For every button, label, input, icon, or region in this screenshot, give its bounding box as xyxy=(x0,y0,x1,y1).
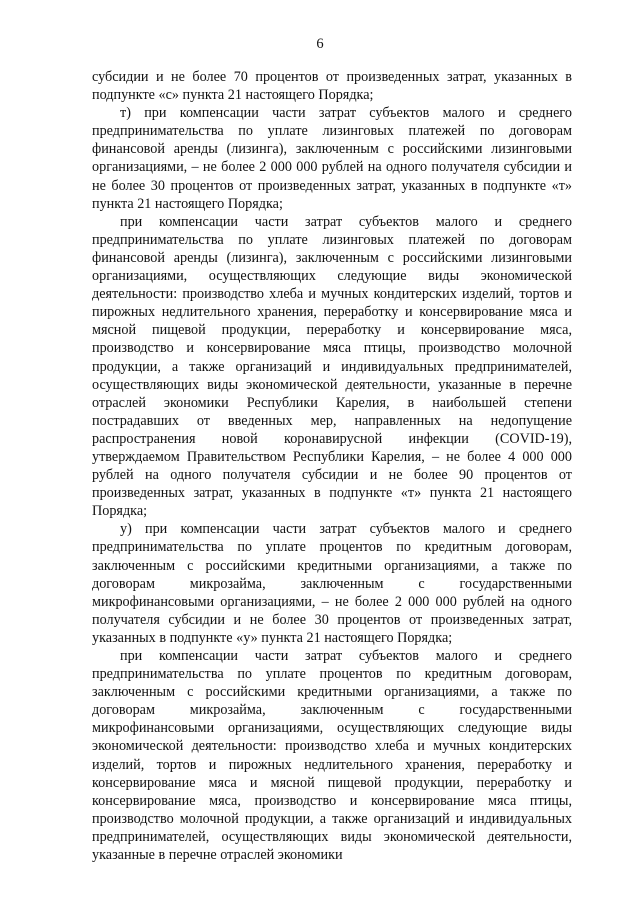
page-number: 6 xyxy=(316,36,324,52)
paragraph-subsidy-c-continuation: субсидии и не более 70 процентов от произведенных затрат, указанных в подпункте «с» пункта 21 настоящего Порядка; xyxy=(92,69,572,104)
paragraph-item-u-special: при компенсации части затрат субъектов малого и среднего предпринимательства по уплате процентов по кредитным договорам, заключенным с российскими кредитными организациями, а также по договорам микрозайма, заключенным с государственными микрофинансовыми организациями, осуществляющих следующие виды экономической деятельности: производство хлеба и мучных кондитерских изделий, тортов и пирожных недлительного хранения, переработку и консервирование мяса и мясной пищевой продукции, переработку и консервирование мяса, производство и консервирование мяса птицы, производство молочной продукции, а также организаций и индивидуальных предпринимателей, осуществляющих виды экономической деятельности, указанные в перечне отраслей экономики xyxy=(92,648,572,864)
paragraph-item-u: у) при компенсации части затрат субъектов малого и среднего предпринимательства по уплате процентов по кредитным договорам, заключенным с российскими кредитными организациями, а также по договорам микрозайма, заключенным с государственными микрофинансовыми организациями, – не более 2 000 000 рублей на одного получателя субсидии и не более 30 процентов от произведенных затрат, указанных в подпункте «у» пункта 21 настоящего Порядка; xyxy=(92,521,572,646)
paragraph-item-t: т) при компенсации части затрат субъектов малого и среднего предпринимательства по уплате лизинговых платежей по договорам финансовой аренды (лизинга), заключенным с российскими лизинговыми организациями, – не более 2 000 000 рублей на одного получателя субсидии и не более 30 процентов от произведенных затрат, указанных в подпункте «т» пункта 21 настоящего Порядка; xyxy=(92,105,572,212)
paragraph-item-t-special: при компенсации части затрат субъектов малого и среднего предпринимательства по уплате лизинговых платежей по договорам финансовой аренды (лизинга), заключенным с российскими лизинговыми организациями, осуществляющих следующие виды экономической деятельности: производство хлеба и мучных кондитерских изделий, тортов и пирожных недлительного хранения, переработку и консервирование мяса и мясной пищевой продукции, переработку и консервирование мяса, производство и консервирование мяса птицы, производство молочной продукции, а также организаций и индивидуальных предпринимателей, осуществляющих виды экономической деятельности, указанные в перечне отраслей экономики Республики Карелия, в наибольшей степени пострадавших от введенных мер, направленных на недопущение распространения новой коронавирусной инфекции (COVID-19), утверждаемом Правительством Республики Карелия, – не более 4 000 000 рублей на одного получателя субсидии и не более 90 процентов от произведенных затрат, указанных в подпункте «т» пункта 21 настоящего Порядка; xyxy=(92,213,572,520)
document-body xyxy=(92,68,572,864)
